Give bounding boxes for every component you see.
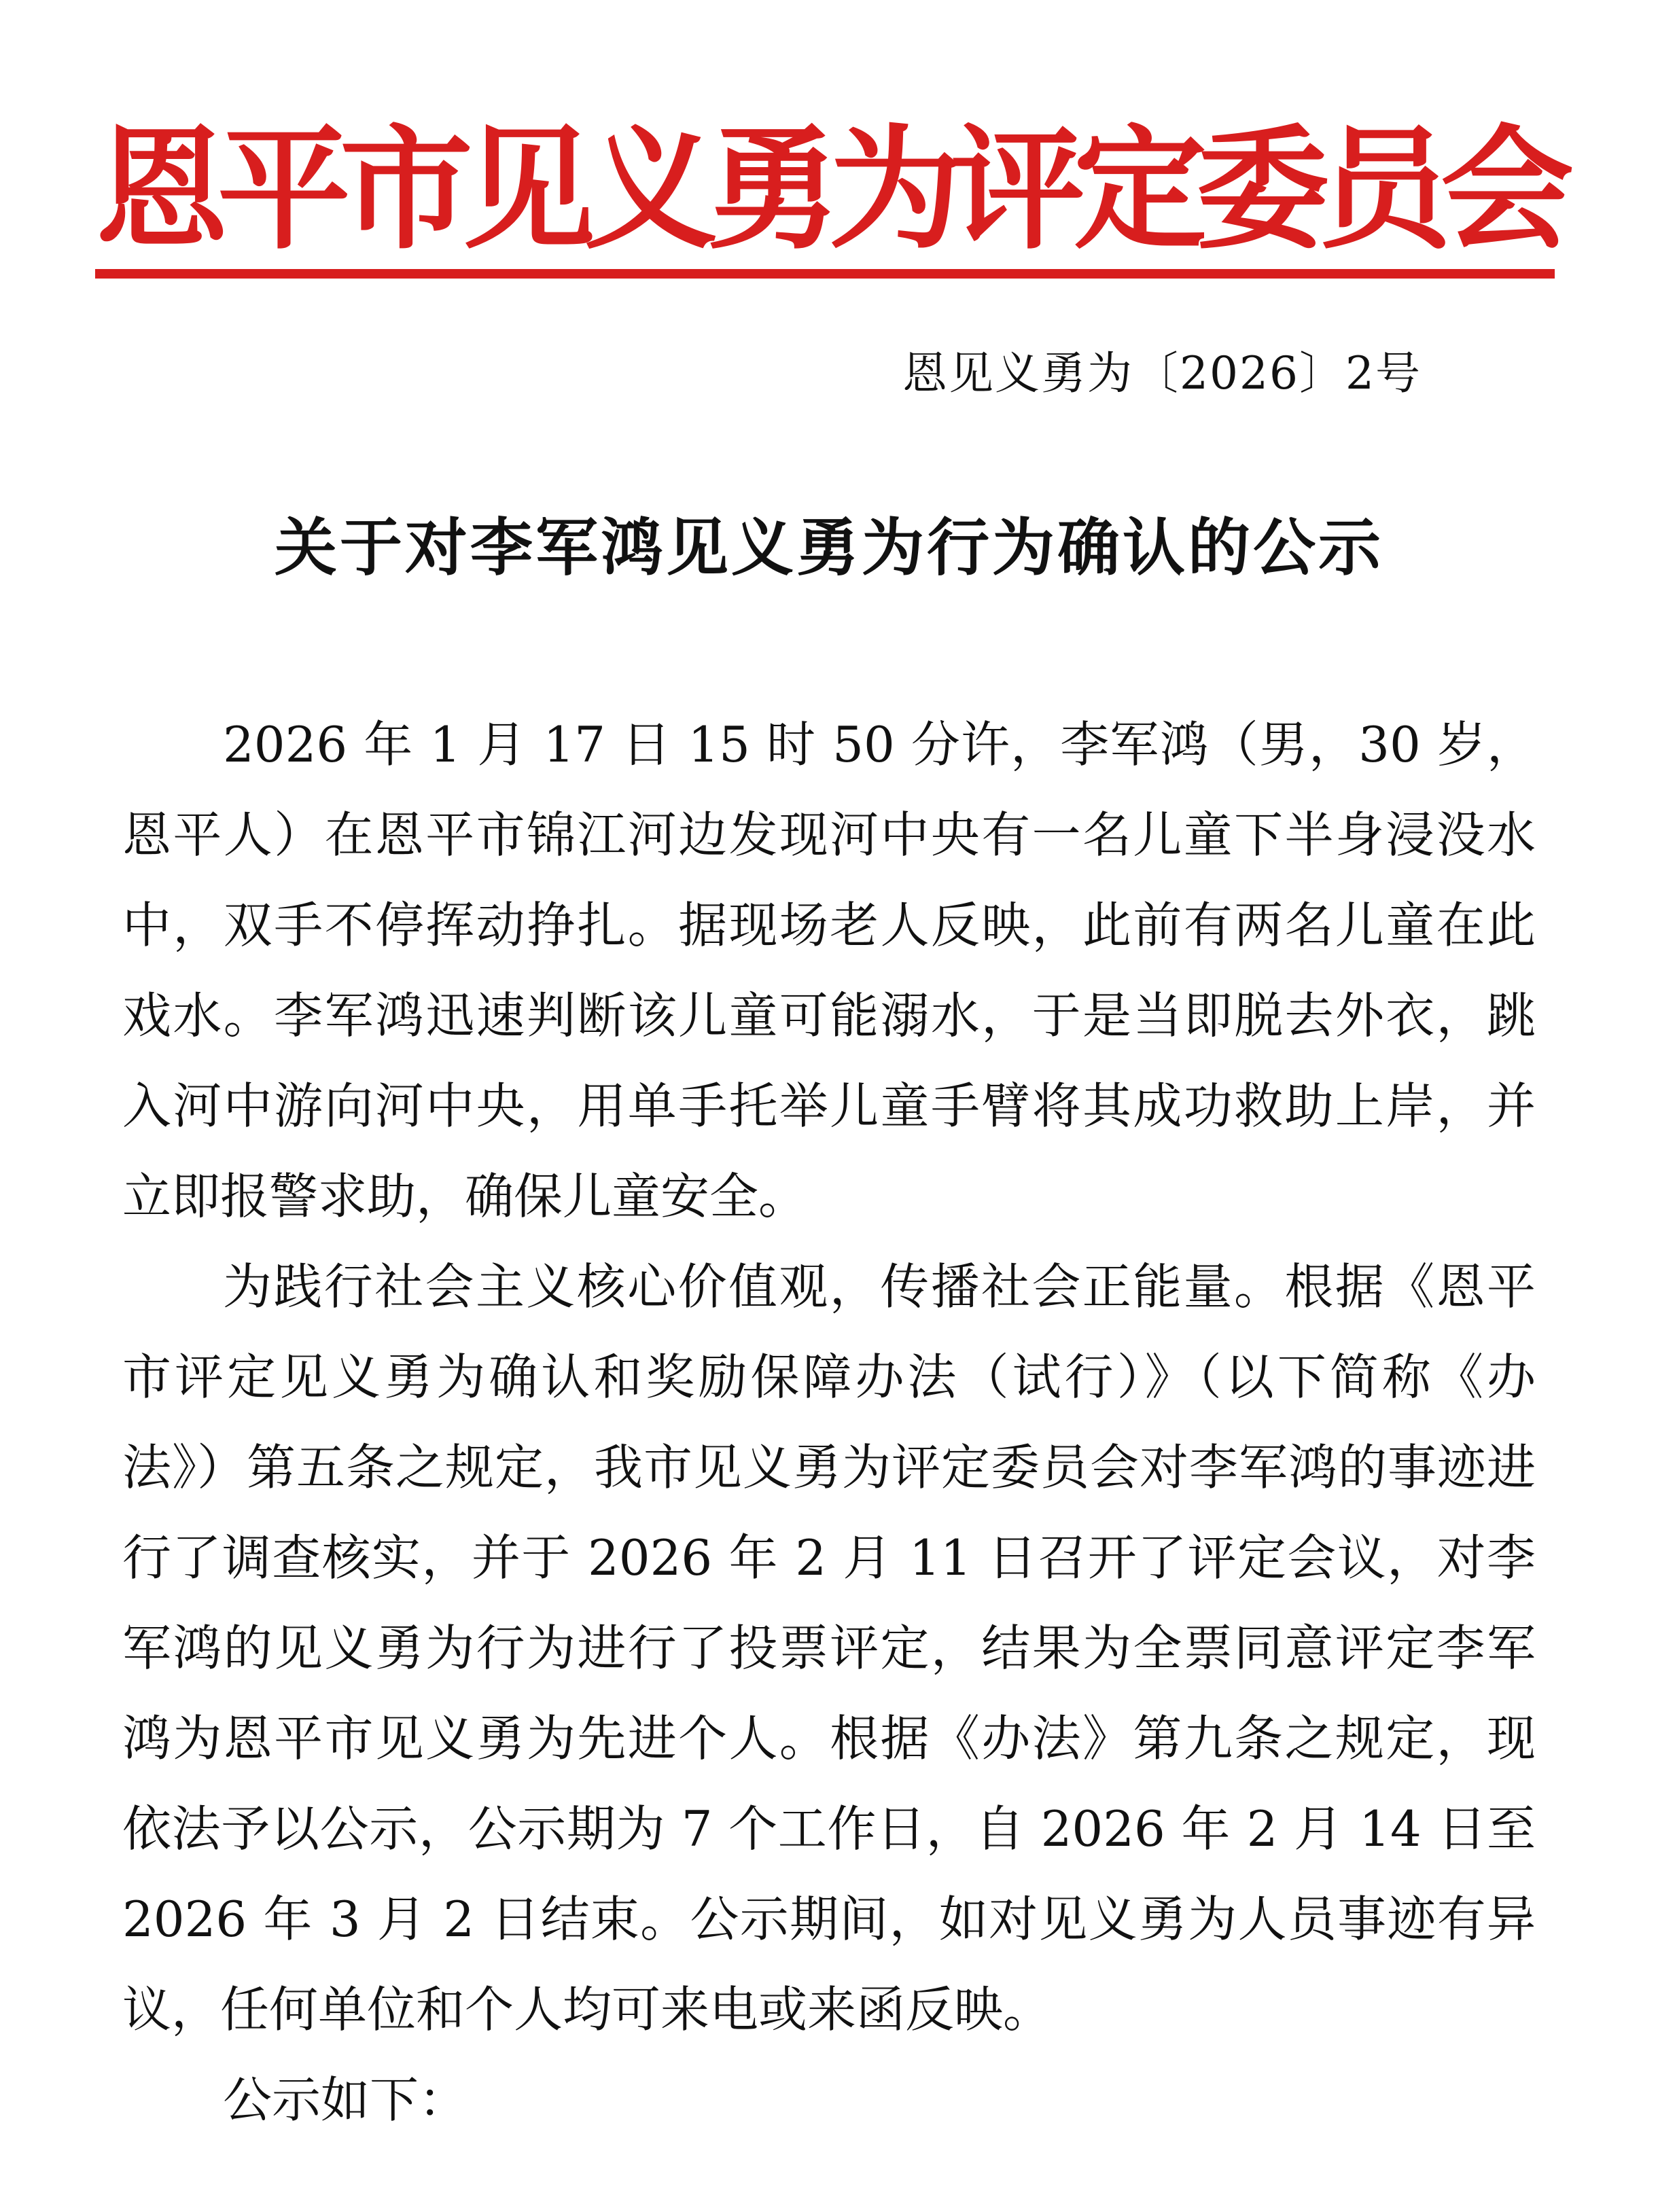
- document-number: 恩见义勇为〔2026〕2号: [902, 347, 1422, 399]
- notice-body: [122, 700, 1536, 2145]
- body-paragraph-incident: 2026 年 1 月 17 日 15 时 50 分许，李军鸿（男，30 岁，恩平人）在恩平市锦江河边发现河中央有一名儿童下半身浸没水中，双手不停挥动挣扎。据现场老人反映，此前有两名儿童在此戏水。李军鸿迅速判断该儿童可能溺水，于是当即脱去外衣，跳入河中游向河中央，用单手托举儿童手臂将其成功救助上岸，并立即报警求助，确保儿童安全。: [122, 716, 1536, 1225]
- notice-title: 关于对李军鸿见义勇为行为确认的公示: [274, 512, 1383, 584]
- letterhead-organization: 恩平市见义勇为评定委员会: [94, 113, 1563, 268]
- letterhead-red-rule: [95, 269, 1555, 279]
- body-paragraph-announcement-lead: 公示如下：: [223, 2071, 468, 2128]
- body-paragraph-evaluation: 为践行社会主义核心价值观，传播社会正能量。根据《恩平市评定见义勇为确认和奖励保障办法（试行）》（以下简称《办法》）第五条之规定，我市见义勇为评定委员会对李军鸿的事迹进行了调查核实，并于 2026 年 2 月 11 日召开了评定会议，对李军鸿的见义勇为行为进行了投票评定，结果为全票同意评定李军鸿为恩平市见义勇为先进个人。根据《办法》第九条之规定，现依法予以公示，公示期为 7 个工作日，自 2026 年 2 月 14 日至 2026 年 3 月 2 日结束。公示期间，如对见义勇为人员事迹有异议，任何单位和个人均可来电或来函反映。: [122, 1258, 1536, 2038]
